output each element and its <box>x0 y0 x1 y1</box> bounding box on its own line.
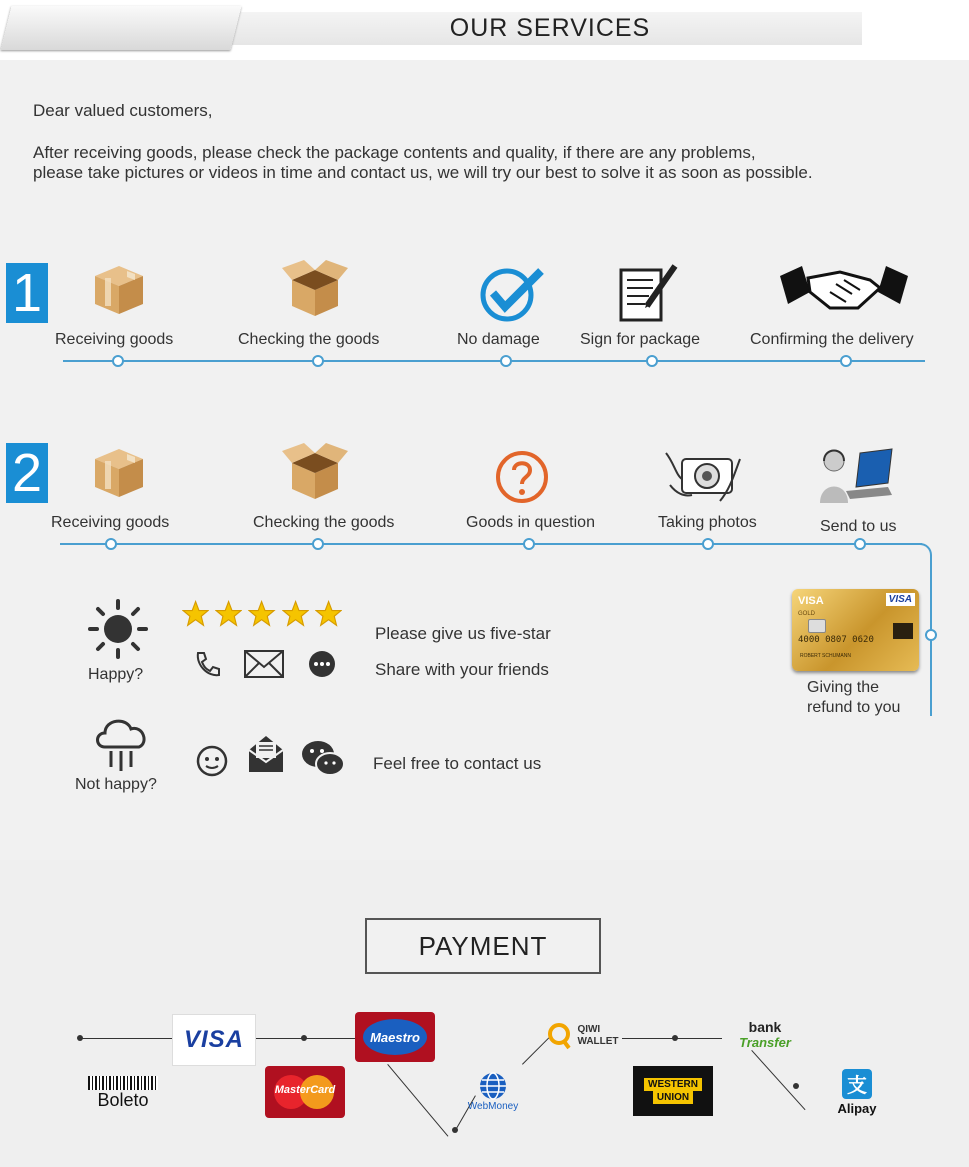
flow2-step-label: Goods in question <box>466 514 595 531</box>
qiwi-icon <box>547 1022 573 1050</box>
flow1-step-label: Sign for package <box>580 331 701 348</box>
flow2-timeline <box>60 543 922 545</box>
step-number-2: 2 <box>6 443 48 503</box>
visa-logo: VISA <box>172 1014 256 1066</box>
payment-title-box <box>365 918 601 974</box>
qiwi-label: QIWI <box>577 1024 601 1035</box>
timeline-dot <box>312 538 324 550</box>
handshake-icon <box>780 262 908 318</box>
connector-dot <box>301 1035 307 1041</box>
refund-label-1: Giving the <box>807 679 880 696</box>
timeline-dot <box>112 355 124 367</box>
star-icon <box>182 600 209 628</box>
timeline-dot <box>840 355 852 367</box>
sign-document-icon <box>617 262 679 324</box>
flow1-timeline <box>63 360 925 362</box>
intro-greeting: Dear valued customers, <box>33 101 213 120</box>
qq-icon <box>194 742 230 778</box>
support-person-icon <box>816 443 894 509</box>
webmoney-logo <box>462 1066 524 1116</box>
page-title: OUR SERVICES <box>449 14 651 42</box>
happy-label: Happy? <box>88 666 144 683</box>
phone-icon <box>190 647 224 681</box>
star-icon <box>282 600 309 628</box>
open-box-icon <box>282 254 348 320</box>
transfer-label: Transfer <box>739 1035 791 1050</box>
connector-line <box>80 1038 172 1039</box>
mastercard-label: MasterCard <box>274 1084 336 1096</box>
alipay-icon: 支 <box>842 1069 872 1099</box>
closed-box-icon <box>88 440 148 502</box>
open-box-icon <box>282 437 348 503</box>
rain-cloud-icon <box>92 712 154 774</box>
intro-line-2: please take pictures or videos in time and contact us, we will try our best to solve it as soon as possible. <box>33 163 813 182</box>
globe-icon <box>478 1071 508 1101</box>
timeline-dot <box>105 538 117 550</box>
mail-icon <box>242 648 286 680</box>
flow2-step-label: Send to us <box>820 518 897 535</box>
five-star-rating <box>182 600 342 632</box>
western-union-label-1: WESTERN <box>644 1078 702 1091</box>
flow1-step-label: No damage <box>457 331 540 348</box>
flow2-step-label: Checking the goods <box>253 514 395 531</box>
flow2-step-label: Taking photos <box>658 514 757 531</box>
western-union-logo <box>633 1066 713 1116</box>
timeline-corner <box>920 543 932 557</box>
card-chip <box>808 619 826 633</box>
maestro-logo <box>355 1012 435 1062</box>
mastercard-circles <box>272 1073 338 1111</box>
not-happy-label: Not happy? <box>75 776 157 793</box>
alipay-logo <box>828 1066 886 1118</box>
not-happy-line: Feel free to contact us <box>373 754 542 773</box>
card-brand-right: VISA <box>886 593 915 606</box>
intro-line-1: After receiving goods, please check the package contents and quality, if there are any problems, <box>33 143 756 162</box>
card-number: 4000 0807 0620 <box>798 635 874 645</box>
flow1-step-label: Receiving goods <box>55 331 174 348</box>
webmoney-label: WebMoney <box>467 1100 519 1112</box>
sun-icon <box>86 597 150 661</box>
refund-label-2: refund to you <box>807 699 901 716</box>
card-hologram <box>893 623 913 639</box>
happy-line-2: Share with your friends <box>375 660 549 679</box>
card-gold-label: GOLD <box>798 611 816 617</box>
chat-icon <box>306 648 338 680</box>
flow1-step-label: Checking the goods <box>238 331 380 348</box>
boleto-logo <box>86 1074 160 1110</box>
payment-title: PAYMENT <box>418 931 548 961</box>
connector-dot <box>793 1083 799 1089</box>
question-icon <box>494 449 550 505</box>
flow2-step-label: Receiving goods <box>51 514 170 531</box>
checkmark-icon <box>477 265 547 323</box>
maestro-label: Maestro <box>363 1019 427 1055</box>
card-brand-left: VISA <box>798 595 824 607</box>
closed-box-icon <box>88 257 148 319</box>
timeline-dot <box>646 355 658 367</box>
timeline-dot <box>500 355 512 367</box>
boleto-label: Boleto <box>97 1090 149 1110</box>
connector-dot <box>452 1127 458 1133</box>
card-holder: ROBERT SCHUMANN <box>800 653 851 659</box>
mastercard-logo <box>265 1066 345 1118</box>
qiwi-logo <box>543 1018 623 1054</box>
star-icon <box>315 600 342 628</box>
step-number-1: 1 <box>6 263 48 323</box>
barcode-graphic <box>88 1076 158 1090</box>
visa-gold-card <box>792 589 919 671</box>
bank-label: bank <box>748 1019 782 1035</box>
happy-line-1: Please give us five-star <box>375 624 551 643</box>
timeline-dot <box>523 538 535 550</box>
bank-transfer-logo <box>724 1018 806 1052</box>
connector-dot <box>77 1035 83 1041</box>
flow1-step-label: Confirming the delivery <box>750 331 914 348</box>
payment-section <box>0 860 969 1167</box>
header-tab-decoration <box>1 6 242 50</box>
envelope-letter-icon <box>246 733 286 775</box>
alipay-label: Alipay <box>837 1100 877 1116</box>
qiwi-wallet-label: WALLET <box>577 1036 619 1047</box>
timeline-dot <box>312 355 324 367</box>
timeline-dot <box>702 538 714 550</box>
star-icon <box>215 600 242 628</box>
wechat-icon <box>300 738 346 778</box>
connector-dot <box>672 1035 678 1041</box>
timeline-dot <box>925 629 937 641</box>
camera-icon <box>660 445 746 507</box>
star-icon <box>248 600 275 628</box>
western-union-label-2: UNION <box>653 1091 693 1104</box>
timeline-dot <box>854 538 866 550</box>
